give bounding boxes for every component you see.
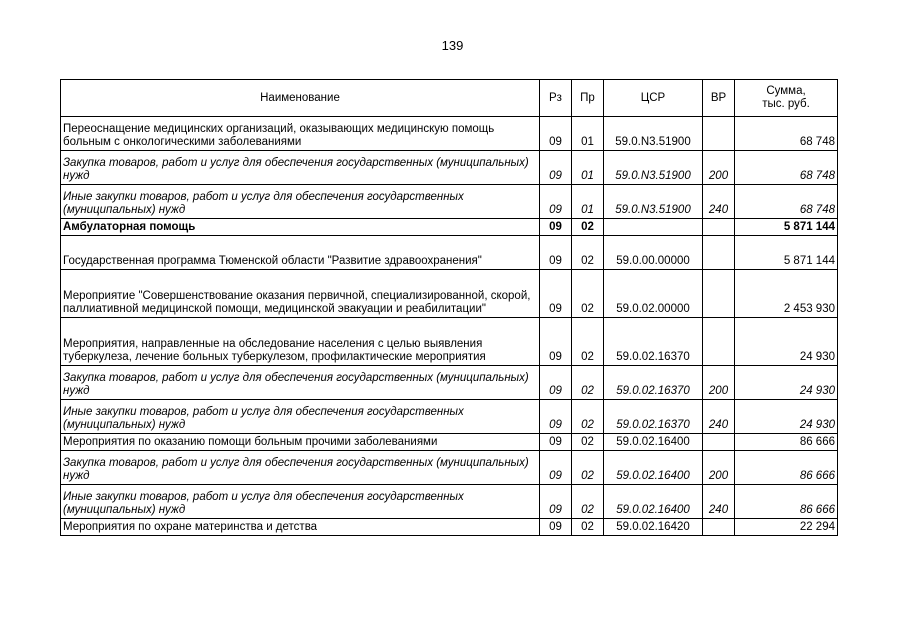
cell-name: Переоснащение медицинских организаций, оказывающих медицинскую помощь больным с онкологическими заболеваниями xyxy=(61,117,540,151)
cell-sum: 24 930 xyxy=(735,400,838,434)
header-pr: Пр xyxy=(572,80,604,117)
cell-csr: 59.0.02.16400 xyxy=(604,434,703,451)
table-row xyxy=(61,151,838,185)
table-row xyxy=(61,366,838,400)
table-row xyxy=(61,400,838,434)
cell-csr: 59.0.02.16370 xyxy=(604,318,703,366)
cell-rz: 09 xyxy=(540,451,572,485)
cell-rz: 09 xyxy=(540,219,572,236)
cell-rz: 09 xyxy=(540,151,572,185)
cell-rz: 09 xyxy=(540,117,572,151)
cell-name: Иные закупки товаров, работ и услуг для обеспечения государственных (муниципальных) нужд xyxy=(61,185,540,219)
cell-vr: 200 xyxy=(703,366,735,400)
cell-pr: 02 xyxy=(572,318,604,366)
cell-pr: 02 xyxy=(572,485,604,519)
table-row xyxy=(61,236,838,270)
table-row xyxy=(61,219,838,236)
cell-csr: 59.0.02.16420 xyxy=(604,519,703,536)
cell-vr xyxy=(703,434,735,451)
table-row xyxy=(61,451,838,485)
cell-name: Мероприятия по оказанию помощи больным прочими заболеваниями xyxy=(61,434,540,451)
cell-csr: 59.0.02.16400 xyxy=(604,485,703,519)
table-row xyxy=(61,434,838,451)
cell-rz: 09 xyxy=(540,236,572,270)
header-sum-line1: Сумма, xyxy=(766,85,806,97)
cell-csr: 59.0.02.16370 xyxy=(604,366,703,400)
cell-vr xyxy=(703,117,735,151)
cell-sum: 2 453 930 xyxy=(735,270,838,318)
cell-sum: 86 666 xyxy=(735,451,838,485)
cell-sum: 68 748 xyxy=(735,117,838,151)
header-name: Наименование xyxy=(61,80,540,117)
cell-sum: 22 294 xyxy=(735,519,838,536)
cell-vr: 240 xyxy=(703,185,735,219)
cell-name: Мероприятия, направленные на обследование населения с целью выявления туберкулеза, лечение больных туберкулезом, профилактические мероприятия xyxy=(61,318,540,366)
cell-sum: 86 666 xyxy=(735,485,838,519)
header-vr: ВР xyxy=(703,80,735,117)
cell-pr: 02 xyxy=(572,270,604,318)
cell-sum: 68 748 xyxy=(735,185,838,219)
table-row xyxy=(61,270,838,318)
cell-vr xyxy=(703,236,735,270)
cell-vr xyxy=(703,318,735,366)
cell-rz: 09 xyxy=(540,485,572,519)
cell-sum: 5 871 144 xyxy=(735,236,838,270)
table-row xyxy=(61,485,838,519)
cell-rz: 09 xyxy=(540,400,572,434)
cell-sum: 24 930 xyxy=(735,366,838,400)
cell-rz: 09 xyxy=(540,366,572,400)
cell-pr: 02 xyxy=(572,400,604,434)
cell-csr: 59.0.N3.51900 xyxy=(604,185,703,219)
cell-vr xyxy=(703,219,735,236)
cell-vr xyxy=(703,519,735,536)
cell-pr: 02 xyxy=(572,366,604,400)
cell-rz: 09 xyxy=(540,318,572,366)
table-row xyxy=(61,117,838,151)
table-row xyxy=(61,185,838,219)
cell-vr: 200 xyxy=(703,451,735,485)
cell-vr xyxy=(703,270,735,318)
cell-pr: 02 xyxy=(572,434,604,451)
cell-pr: 02 xyxy=(572,219,604,236)
cell-pr: 02 xyxy=(572,519,604,536)
cell-name: Мероприятие "Совершенствование оказания первичной, специализированной, скорой, паллиативной медицинской помощи, медицинской эвакуации и реабилитации" xyxy=(61,270,540,318)
cell-name: Закупка товаров, работ и услуг для обеспечения государственных (муниципальных) нужд xyxy=(61,451,540,485)
cell-name: Мероприятия по охране материнства и детства xyxy=(61,519,540,536)
cell-vr: 240 xyxy=(703,400,735,434)
cell-rz: 09 xyxy=(540,434,572,451)
cell-rz: 09 xyxy=(540,185,572,219)
header-sum-line2: тыс. руб. xyxy=(762,98,810,110)
cell-vr: 200 xyxy=(703,151,735,185)
table-row xyxy=(61,318,838,366)
header-sum xyxy=(735,80,838,117)
budget-table xyxy=(60,79,838,536)
cell-name: Иные закупки товаров, работ и услуг для обеспечения государственных (муниципальных) нужд xyxy=(61,400,540,434)
cell-sum: 86 666 xyxy=(735,434,838,451)
table-header-row xyxy=(61,80,838,117)
cell-name: Государственная программа Тюменской области "Развитие здравоохранения" xyxy=(61,236,540,270)
cell-name: Амбулаторная помощь xyxy=(61,219,540,236)
cell-csr: 59.0.N3.51900 xyxy=(604,117,703,151)
table-row xyxy=(61,519,838,536)
cell-name: Иные закупки товаров, работ и услуг для обеспечения государственных (муниципальных) нужд xyxy=(61,485,540,519)
cell-pr: 02 xyxy=(572,451,604,485)
cell-pr: 01 xyxy=(572,151,604,185)
page-number: 139 xyxy=(441,38,464,53)
cell-csr: 59.0.02.16400 xyxy=(604,451,703,485)
cell-name: Закупка товаров, работ и услуг для обеспечения государственных (муниципальных) нужд xyxy=(61,151,540,185)
cell-pr: 02 xyxy=(572,236,604,270)
cell-csr: 59.0.N3.51900 xyxy=(604,151,703,185)
cell-sum: 24 930 xyxy=(735,318,838,366)
cell-rz: 09 xyxy=(540,519,572,536)
cell-rz: 09 xyxy=(540,270,572,318)
cell-csr: 59.0.02.16370 xyxy=(604,400,703,434)
cell-pr: 01 xyxy=(572,185,604,219)
cell-pr: 01 xyxy=(572,117,604,151)
cell-sum: 5 871 144 xyxy=(735,219,838,236)
cell-vr: 240 xyxy=(703,485,735,519)
cell-csr: 59.0.02.00000 xyxy=(604,270,703,318)
cell-csr xyxy=(604,219,703,236)
cell-csr: 59.0.00.00000 xyxy=(604,236,703,270)
header-rz: Рз xyxy=(540,80,572,117)
cell-sum: 68 748 xyxy=(735,151,838,185)
header-csr: ЦСР xyxy=(604,80,703,117)
cell-name: Закупка товаров, работ и услуг для обеспечения государственных (муниципальных) нужд xyxy=(61,366,540,400)
